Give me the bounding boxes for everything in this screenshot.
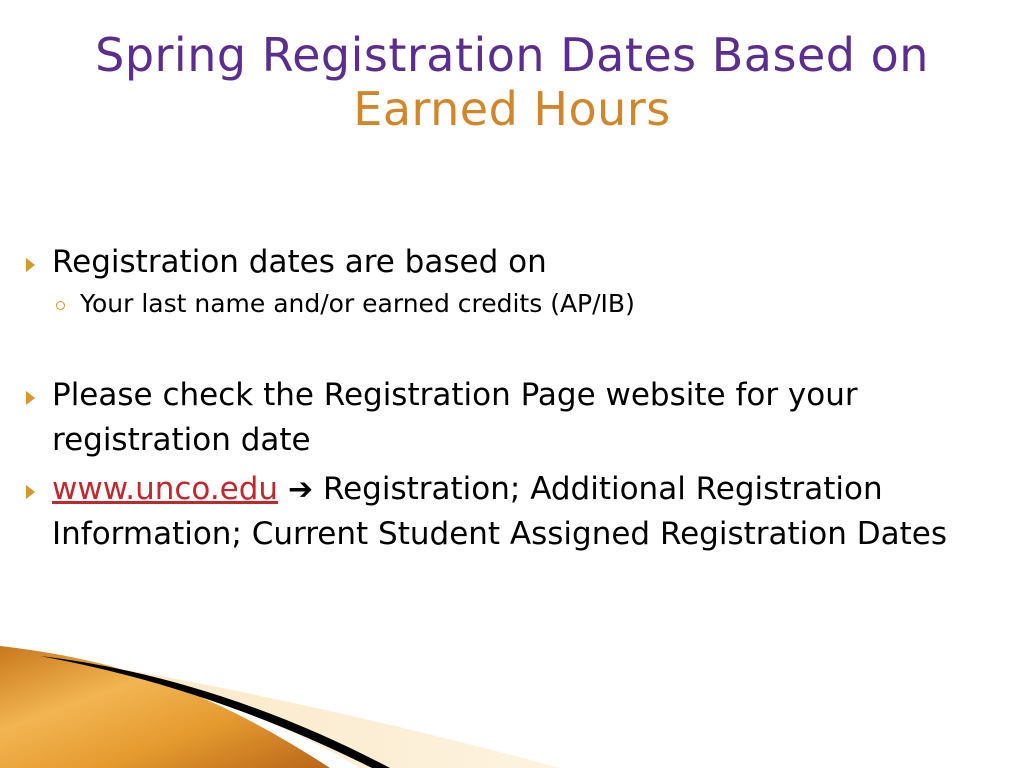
sub-bullet-text: Your last name and/or earned credits (AP/IB) [80,289,635,318]
bullet-text: Please check the Registration Page website for your registration date [52,377,858,458]
unco-website-link[interactable]: www.unco.edu [52,471,279,507]
title-line-2: Earned Hours [353,82,671,136]
bullet-text: Registration; Additional Registration Information; Current Student Assigned Registration Dates [52,471,948,552]
bullet-text: Registration dates are based on [52,244,547,280]
title-line-1: Spring Registration Dates Based on [95,28,929,82]
right-arrow-icon: ➔ [287,472,314,507]
